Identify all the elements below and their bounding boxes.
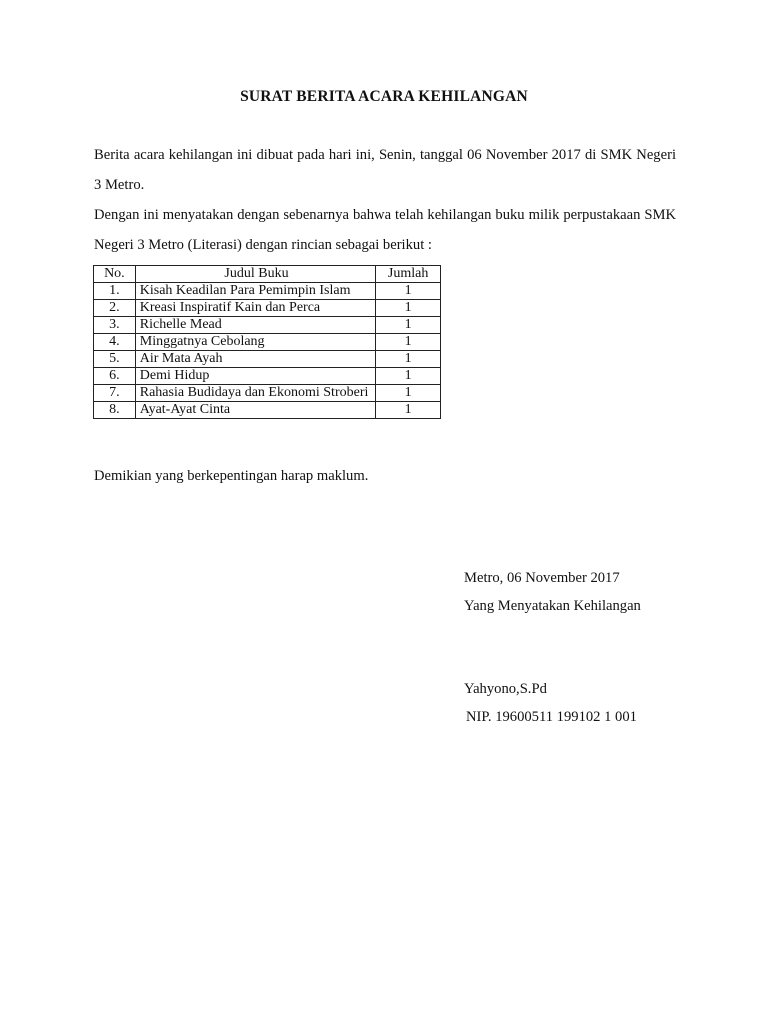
row-qty: 1 — [376, 402, 441, 419]
table-row — [94, 402, 441, 419]
row-title: Air Mata Ayah — [135, 351, 376, 368]
row-qty: 1 — [376, 385, 441, 402]
row-qty: 1 — [376, 368, 441, 385]
row-title: Kreasi Inspiratif Kain dan Perca — [135, 300, 376, 317]
row-title: Rahasia Budidaya dan Ekonomi Stroberi — [135, 385, 376, 402]
row-qty: 1 — [376, 317, 441, 334]
row-no: 6. — [94, 368, 136, 385]
row-no: 4. — [94, 334, 136, 351]
signature-place-date: Metro, 06 November 2017 — [464, 570, 620, 586]
table-row — [94, 317, 441, 334]
table-row — [94, 334, 441, 351]
row-no: 8. — [94, 402, 136, 419]
row-title: Richelle Mead — [135, 317, 376, 334]
row-no: 5. — [94, 351, 136, 368]
header-title: Judul Buku — [135, 266, 376, 283]
row-qty: 1 — [376, 351, 441, 368]
table-row — [94, 351, 441, 368]
row-qty: 1 — [376, 334, 441, 351]
signatory-name: Yahyono,S.Pd — [464, 681, 547, 697]
closing-statement: Demikian yang berkepentingan harap maklum. — [94, 468, 369, 484]
table-row — [94, 368, 441, 385]
row-no: 2. — [94, 300, 136, 317]
signature-role: Yang Menyatakan Kehilangan — [464, 598, 641, 614]
row-title: Minggatnya Cebolang — [135, 334, 376, 351]
row-no: 3. — [94, 317, 136, 334]
signatory-nip: NIP. 19600511 199102 1 001 — [466, 709, 637, 725]
row-title: Demi Hidup — [135, 368, 376, 385]
table-row — [94, 283, 441, 300]
row-no: 1. — [94, 283, 136, 300]
table-header-row — [94, 266, 441, 283]
row-title: Kisah Keadilan Para Pemimpin Islam — [135, 283, 376, 300]
row-qty: 1 — [376, 283, 441, 300]
header-no: No. — [94, 266, 136, 283]
lost-books-table — [93, 265, 441, 419]
table-row — [94, 385, 441, 402]
table-row — [94, 300, 441, 317]
statement-paragraph: Dengan ini menyatakan dengan sebenarnya bahwa telah kehilangan buku milik perpustakaan SMK Negeri 3 Metro (Literasi) dengan rincian sebagai berikut : — [94, 207, 676, 253]
row-qty: 1 — [376, 300, 441, 317]
row-no: 7. — [94, 385, 136, 402]
row-title: Ayat-Ayat Cinta — [135, 402, 376, 419]
opening-paragraph: Berita acara kehilangan ini dibuat pada hari ini, Senin, tanggal 06 November 2017 di SMK Negeri 3 Metro. — [94, 147, 676, 193]
header-qty: Jumlah — [376, 266, 441, 283]
document-title: SURAT BERITA ACARA KEHILANGAN — [240, 88, 528, 105]
